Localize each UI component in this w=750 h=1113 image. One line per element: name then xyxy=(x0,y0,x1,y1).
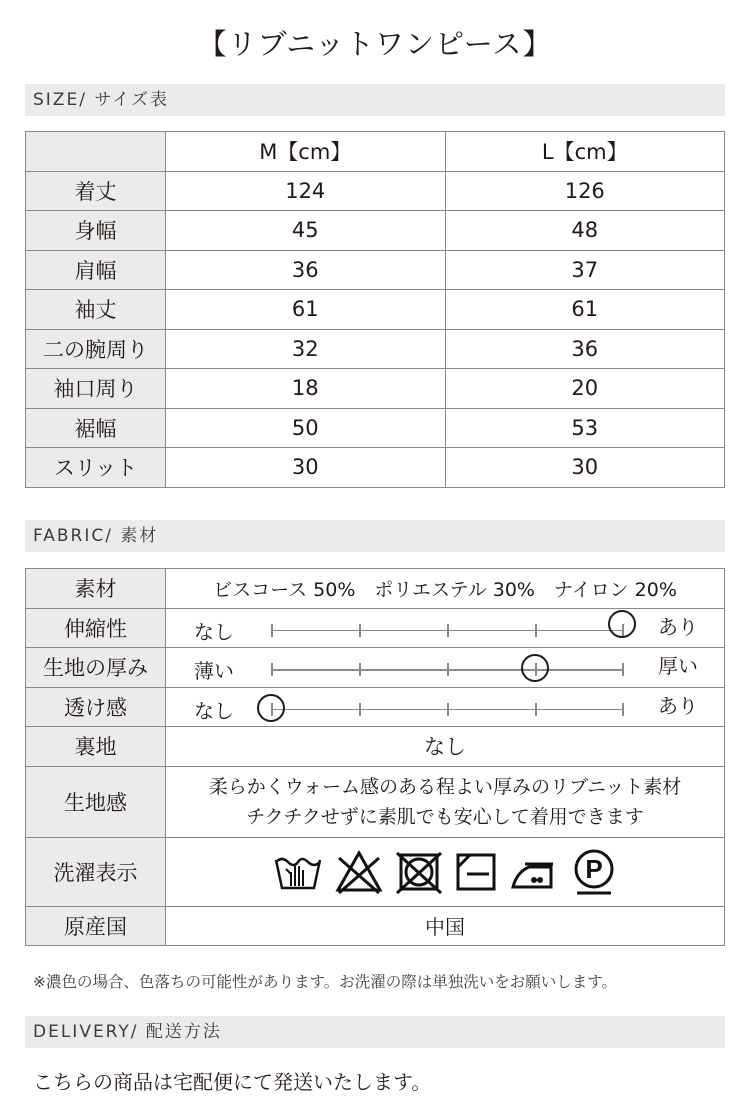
scale-tick xyxy=(535,703,537,716)
row-label: 袖口周り xyxy=(26,369,166,409)
size-table-header-row xyxy=(26,132,725,172)
row-label: 袖丈 xyxy=(26,290,166,330)
scale-min-label: 薄い xyxy=(194,659,234,684)
lining-row xyxy=(26,727,725,767)
row-label: 生地の厚み xyxy=(26,648,166,688)
scale-tick xyxy=(622,703,624,716)
texture-row xyxy=(26,766,725,837)
row-label: スリット xyxy=(26,448,166,488)
stretch-row xyxy=(26,608,725,648)
table-row xyxy=(26,211,725,251)
delivery-text: こちらの商品は宅配便にて発送いたします。 xyxy=(33,1070,432,1094)
flat-dry-shade-icon xyxy=(455,852,497,892)
scale-marker-circle xyxy=(521,654,549,682)
size-table xyxy=(25,131,725,488)
row-label: 裾幅 xyxy=(26,408,166,448)
no-bleach-icon xyxy=(335,850,383,894)
transparency-scale xyxy=(166,688,724,726)
m-value: 50 xyxy=(166,408,446,448)
table-row xyxy=(26,369,725,409)
scale-max-label: あり xyxy=(658,693,698,718)
scale-tick xyxy=(447,703,449,716)
svg-text:P: P xyxy=(585,853,603,884)
table-row xyxy=(26,448,725,488)
m-value: 32 xyxy=(166,329,446,369)
scale-max-label: あり xyxy=(658,614,698,639)
scale-tick xyxy=(359,703,361,716)
dry-clean-p-icon xyxy=(571,848,617,896)
m-value: 45 xyxy=(166,211,446,251)
care-row xyxy=(26,837,725,906)
row-label: 伸縮性 xyxy=(26,608,166,648)
table-row xyxy=(26,408,725,448)
l-value: 30 xyxy=(445,448,725,488)
m-value: 36 xyxy=(166,250,446,290)
scale-tick xyxy=(359,663,361,676)
m-value: 124 xyxy=(166,171,446,211)
thickness-row xyxy=(26,648,725,688)
row-label: 身幅 xyxy=(26,211,166,251)
lining-value: なし xyxy=(166,727,725,767)
row-label: 素材 xyxy=(26,569,166,609)
size-header-l: L【cm】 xyxy=(445,132,725,172)
m-value: 18 xyxy=(166,369,446,409)
row-label: 裏地 xyxy=(26,727,166,767)
row-label: 二の腕周り xyxy=(26,329,166,369)
table-row xyxy=(26,250,725,290)
delivery-section-header: DELIVERY/ 配送方法 xyxy=(25,1016,725,1048)
texture-value xyxy=(166,766,725,837)
table-row xyxy=(26,290,725,330)
hand-wash-icon xyxy=(273,852,323,892)
stretch-scale xyxy=(166,609,724,647)
material-row xyxy=(26,569,725,609)
row-label: 原産国 xyxy=(26,906,166,946)
l-value: 37 xyxy=(445,250,725,290)
l-value: 53 xyxy=(445,408,725,448)
l-value: 61 xyxy=(445,290,725,330)
m-value: 61 xyxy=(166,290,446,330)
l-value: 48 xyxy=(445,211,725,251)
origin-row xyxy=(26,906,725,946)
l-value: 126 xyxy=(445,171,725,211)
fabric-section-header: FABRIC/ 素材 xyxy=(25,520,725,552)
origin-value: 中国 xyxy=(166,906,725,946)
row-label: 着丈 xyxy=(26,171,166,211)
row-label: 洗濯表示 xyxy=(26,837,166,906)
scale-min-label: なし xyxy=(194,698,234,723)
thickness-scale xyxy=(166,648,724,686)
fabric-table xyxy=(25,568,725,946)
size-header-m: M【cm】 xyxy=(166,132,446,172)
scale-marker-circle xyxy=(608,610,636,638)
table-row xyxy=(26,329,725,369)
scale-tick xyxy=(359,624,361,637)
scale-tick xyxy=(271,624,273,637)
care-icons xyxy=(166,848,724,896)
texture-line-2: チクチクせずに素肌でも安心して着用できます xyxy=(246,805,644,828)
scale-tick xyxy=(535,624,537,637)
texture-line-1: 柔らかくウォーム感のある程よい厚みのリブニット素材 xyxy=(208,775,682,798)
no-tumble-dry-icon xyxy=(395,850,443,894)
table-row xyxy=(26,171,725,211)
row-label: 肩幅 xyxy=(26,250,166,290)
row-label: 透け感 xyxy=(26,687,166,727)
care-icons-cell xyxy=(166,837,725,906)
care-note: ※濃色の場合、色落ちの可能性があります。お洗濯の際は単独洗いをお願いします。 xyxy=(33,973,618,991)
iron-low-icon xyxy=(509,852,559,892)
page-title: 【リブニットワンピース】 xyxy=(197,27,553,61)
l-value: 20 xyxy=(445,369,725,409)
m-value: 30 xyxy=(166,448,446,488)
scale-tick xyxy=(622,663,624,676)
size-header-blank xyxy=(26,132,166,172)
row-label: 生地感 xyxy=(26,766,166,837)
size-section-header: SIZE/ サイズ表 xyxy=(25,84,725,116)
scale-tick xyxy=(447,624,449,637)
l-value: 36 xyxy=(445,329,725,369)
scale-marker-circle xyxy=(257,694,285,722)
transparency-row xyxy=(26,687,725,727)
material-value: ビスコース 50% ポリエステル 30% ナイロン 20% xyxy=(166,569,725,609)
scale-min-label: なし xyxy=(194,619,234,644)
scale-tick xyxy=(447,663,449,676)
scale-max-label: 厚い xyxy=(658,654,698,679)
scale-tick xyxy=(271,663,273,676)
